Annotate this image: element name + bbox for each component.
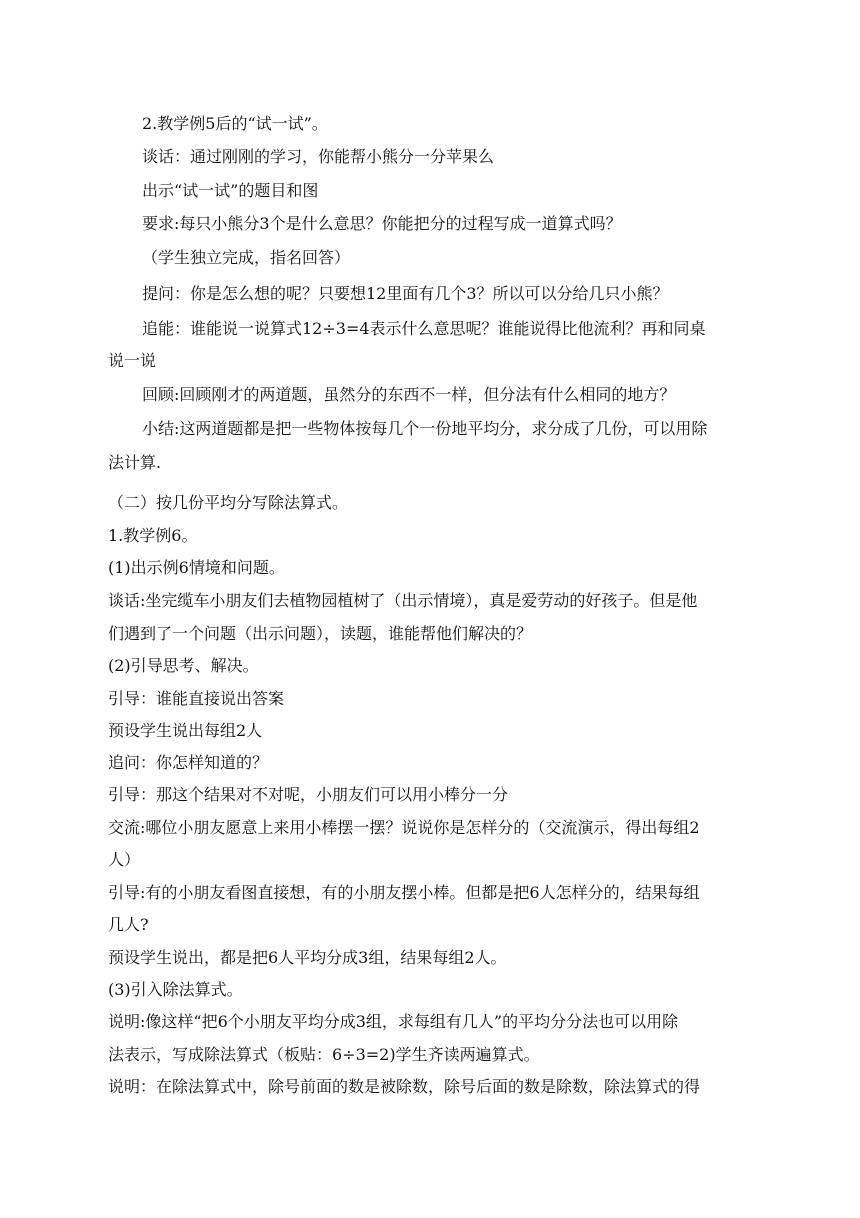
paragraph: 追问：你怎样知道的？ (108, 753, 269, 772)
paragraph: 预设学生说出，都是把6人平均分成3组，结果每组2人。 (108, 948, 507, 967)
paragraph: 引导：谁能直接说出答案 (108, 689, 285, 708)
paragraph: 追能：谁能说一说算式12÷3=4表示什么意思呢？谁能说得比他流利？再和同桌 (142, 319, 706, 338)
step-heading: (1)出示例6情境和问题。 (108, 558, 285, 577)
paragraph: 说明:像这样“把6个小朋友平均分成3组，求每组有几人”的平均分分法也可以用除 (108, 1012, 679, 1031)
paragraph-continuation: 说一说 (108, 351, 157, 370)
paragraph-continuation: 几人? (108, 915, 149, 934)
step-heading: (2)引导思考、解决。 (108, 656, 259, 675)
paragraph: 预设学生说出每组2人 (108, 721, 263, 740)
section-heading: （二）按几份平均分写除法算式。 (108, 493, 349, 512)
paragraph: 谈话:坐完缆车小朋友们去植物园植树了（出示情境），真是爱劳动的好孩子。但是他 (108, 591, 698, 610)
paragraph-continuation: 人） (108, 850, 141, 869)
paragraph: 小结:这两道题都是把一些物体按每几个一份地平均分，求分成了几份，可以用除 (142, 419, 708, 438)
paragraph: 出示“试一试”的题目和图 (142, 181, 319, 200)
paragraph: 引导：那这个结果对不对呢，小朋友们可以用小棒分一分 (108, 785, 509, 804)
paragraph: 引导:有的小朋友看图直接想，有的小朋友摆小棒。但都是把6人怎样分的，结果每组 (108, 883, 700, 902)
paragraph: 要求:每只小熊分3个是什么意思？你能把分的过程写成一道算式吗？ (142, 214, 622, 233)
paragraph: 交流:哪位小朋友愿意上来用小棒摆一摆？说说你是怎样分的（交流演示，得出每组2 (108, 818, 700, 837)
paragraph: 谈话：通过刚刚的学习，你能帮小熊分一分苹果么 (142, 147, 495, 166)
paragraph: 提问：你是怎么想的呢？只要想12里面有几个3？所以可以分给几只小熊？ (142, 284, 669, 303)
step-heading: (3)引入除法算式。 (108, 980, 243, 999)
paragraph: 回顾:回顾刚才的两道题，虽然分的东西不一样，但分法有什么相同的地方？ (142, 385, 676, 404)
paragraph-continuation: 们遇到了一个问题（出示问题），读题，谁能帮他们解决的？ (108, 624, 533, 643)
paragraph-continuation: 法表示，写成除法算式（板贴：6÷3=2)学生齐读两遍算式。 (108, 1045, 540, 1064)
paragraph: 说明：在除法算式中，除号前面的数是被除数，除号后面的数是除数，除法算式的得 (108, 1077, 701, 1096)
paragraph-continuation: 法计算. (108, 453, 162, 472)
heading-try-it: 2.教学例5后的“试一试”。 (142, 114, 328, 133)
subsection-heading: 1.教学例6。 (108, 526, 198, 545)
paragraph: （学生独立完成，指名回答） (142, 248, 351, 267)
